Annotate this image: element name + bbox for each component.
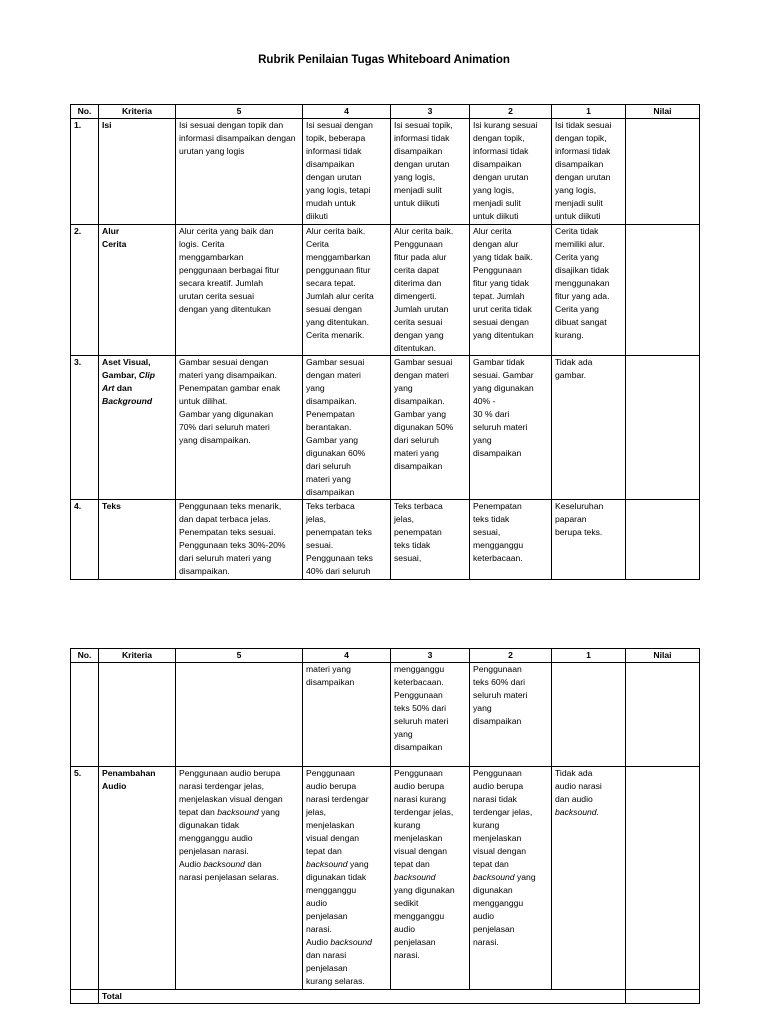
score-3-description: Alur cerita baik. Penggunaan fitur pada alur cerita dapat diterima dan dimengerti. Jumlah urutan cerita sesuai dengan yang ditentukan. xyxy=(391,225,470,356)
header-nilai: Nilai xyxy=(626,105,700,119)
criterion-label: Alur Cerita xyxy=(99,225,176,356)
header-score-4: 4 xyxy=(303,105,391,119)
score-5-description: Gambar sesuai dengan materi yang disampaikan. Penempatan gambar enak untuk dilihat. Gambar yang digunakan 70% dari seluruh materi yang disampaikan. xyxy=(176,356,303,500)
score-3-description: Gambar sesuai dengan materi yang disampaikan. Gambar yang digunakan 50% dari seluruh materi yang disampaikan xyxy=(391,356,470,500)
criterion-label: Aset Visual, Gambar, Clip Art dan Background xyxy=(99,356,176,500)
score-4-description: Teks terbaca jelas, penempatan teks sesuai. Penggunaan teks 40% dari seluruh xyxy=(303,500,391,580)
total-no-cell xyxy=(71,990,99,1004)
table-row xyxy=(71,767,700,990)
score-1-description: Tidak ada audio narasi dan audio backsound. xyxy=(552,767,626,990)
score-1-description: Isi tidak sesuai dengan topik, informasi tidak disampaikan dengan urutan yang logis, menjadi sulit untuk diikuti xyxy=(552,119,626,225)
row-number: 5. xyxy=(71,767,99,990)
score-5-description: Alur cerita yang baik dan logis. Cerita menggambarkan penggunaan berbagai fitur secara kreatif. Jumlah urutan cerita sesuai dengan yang ditentukan xyxy=(176,225,303,356)
header-score-1: 1 xyxy=(552,649,626,663)
score-5-description: Isi sesuai dengan topik dan informasi disampaikan dengan urutan yang logis xyxy=(176,119,303,225)
nilai-cell[interactable] xyxy=(626,500,700,580)
score-4-description: Isi sesuai dengan topik, beberapa informasi tidak disampaikan dengan urutan yang logis, tetapi mudah untuk diikuti xyxy=(303,119,391,225)
nilai-cell[interactable] xyxy=(626,356,700,500)
criterion-label: Penambahan Audio xyxy=(99,767,176,990)
header-score-3: 3 xyxy=(391,649,470,663)
header-no: No. xyxy=(71,649,99,663)
score-4-description: Gambar sesuai dengan materi yang disampaikan. Penempatan berantakan. Gambar yang digunakan 60% dari seluruh materi yang disampaikan xyxy=(303,356,391,500)
score-1-description xyxy=(552,663,626,767)
score-4-description: Penggunaan audio berupa narasi terdengar jelas, menjelaskan visual dengan tepat dan backsound yang digunakan tidak mengganggu audio penjelasan narasi. Audio backsound dan narasi penjelasan kurang selaras. xyxy=(303,767,391,990)
score-3-description: mengganggu keterbacaan. Penggunaan teks 50% dari seluruh materi yang disampaikan xyxy=(391,663,470,767)
nilai-cell[interactable] xyxy=(626,663,700,767)
score-2-description: Penggunaan teks 60% dari seluruh materi yang disampaikan xyxy=(470,663,552,767)
score-2-description: Isi kurang sesuai dengan topik, informasi tidak disampaikan dengan urutan yang logis, menjadi sulit untuk diikuti xyxy=(470,119,552,225)
score-2-description: Penggunaan audio berupa narasi tidak terdengar jelas, kurang menjelaskan visual dengan tepat dan backsound yang digunakan mengganggu audio penjelasan narasi. xyxy=(470,767,552,990)
header-score-1: 1 xyxy=(552,105,626,119)
table-row xyxy=(71,119,700,225)
score-3-description: Penggunaan audio berupa narasi kurang terdengar jelas, kurang menjelaskan visual dengan tepat dan backsound yang digunakan sedikit mengganggu audio penjelasan narasi. xyxy=(391,767,470,990)
score-5-description: Penggunaan audio berupa narasi terdengar jelas, menjelaskan visual dengan tepat dan backsound yang digunakan tidak mengganggu audio penjelasan narasi. Audio backsound dan narasi penjelasan selaras. xyxy=(176,767,303,990)
score-2-description: Penempatan teks tidak sesuai, mengganggu keterbacaan. xyxy=(470,500,552,580)
rubric-table-2 xyxy=(70,648,700,1004)
rubric-table-1 xyxy=(70,104,700,580)
total-row xyxy=(71,990,700,1004)
nilai-cell[interactable] xyxy=(626,225,700,356)
header-score-4: 4 xyxy=(303,649,391,663)
row-number: 1. xyxy=(71,119,99,225)
criterion-label: Isi xyxy=(99,119,176,225)
table-row xyxy=(71,500,700,580)
table-row xyxy=(71,356,700,500)
row-number: 3. xyxy=(71,356,99,500)
score-1-description: Cerita tidak memiliki alur. Cerita yang disajikan tidak menggunakan fitur yang ada. Cerita yang dibuat sangat kurang. xyxy=(552,225,626,356)
table-row xyxy=(71,225,700,356)
header-score-3: 3 xyxy=(391,105,470,119)
total-label: Total xyxy=(99,990,626,1004)
row-number xyxy=(71,663,99,767)
score-5-description: Penggunaan teks menarik, dan dapat terbaca jelas. Penempatan teks sesuai. Penggunaan teks 30%-20% dari seluruh materi yang disampaikan. xyxy=(176,500,303,580)
score-1-description: Tidak ada gambar. xyxy=(552,356,626,500)
score-4-description: Alur cerita baik. Cerita menggambarkan penggunaan fitur secara tepat. Jumlah alur cerita sesuai dengan yang ditentukan. Cerita menarik. xyxy=(303,225,391,356)
score-2-description: Alur cerita dengan alur yang tidak baik. Penggunaan fitur yang tidak tepat. Jumlah urut cerita tidak sesuai dengan yang ditentukan xyxy=(470,225,552,356)
header-score-2: 2 xyxy=(470,105,552,119)
score-4-description: materi yang disampaikan xyxy=(303,663,391,767)
header-kriteria: Kriteria xyxy=(99,105,176,119)
header-nilai: Nilai xyxy=(626,649,700,663)
nilai-cell[interactable] xyxy=(626,767,700,990)
score-5-description xyxy=(176,663,303,767)
row-number: 2. xyxy=(71,225,99,356)
header-score-5: 5 xyxy=(176,105,303,119)
score-3-description: Teks terbaca jelas, penempatan teks tidak sesuai, xyxy=(391,500,470,580)
header-score-5: 5 xyxy=(176,649,303,663)
criterion-label xyxy=(99,663,176,767)
score-1-description: Keseluruhan paparan berupa teks. xyxy=(552,500,626,580)
total-nilai-cell[interactable] xyxy=(626,990,700,1004)
table-header-row xyxy=(71,649,700,663)
table-header-row xyxy=(71,105,700,119)
row-number: 4. xyxy=(71,500,99,580)
page-title: Rubrik Penilaian Tugas Whiteboard Animation xyxy=(258,54,510,66)
score-3-description: Isi sesuai topik, informasi tidak disampaikan dengan urutan yang logis, menjadi sulit untuk diikuti xyxy=(391,119,470,225)
table-row xyxy=(71,663,700,767)
score-2-description: Gambar tidak sesuai. Gambar yang digunakan 40% - 30 % dari seluruh materi yang disampaikan xyxy=(470,356,552,500)
criterion-label: Teks xyxy=(99,500,176,580)
nilai-cell[interactable] xyxy=(626,119,700,225)
header-score-2: 2 xyxy=(470,649,552,663)
header-kriteria: Kriteria xyxy=(99,649,176,663)
header-no: No. xyxy=(71,105,99,119)
